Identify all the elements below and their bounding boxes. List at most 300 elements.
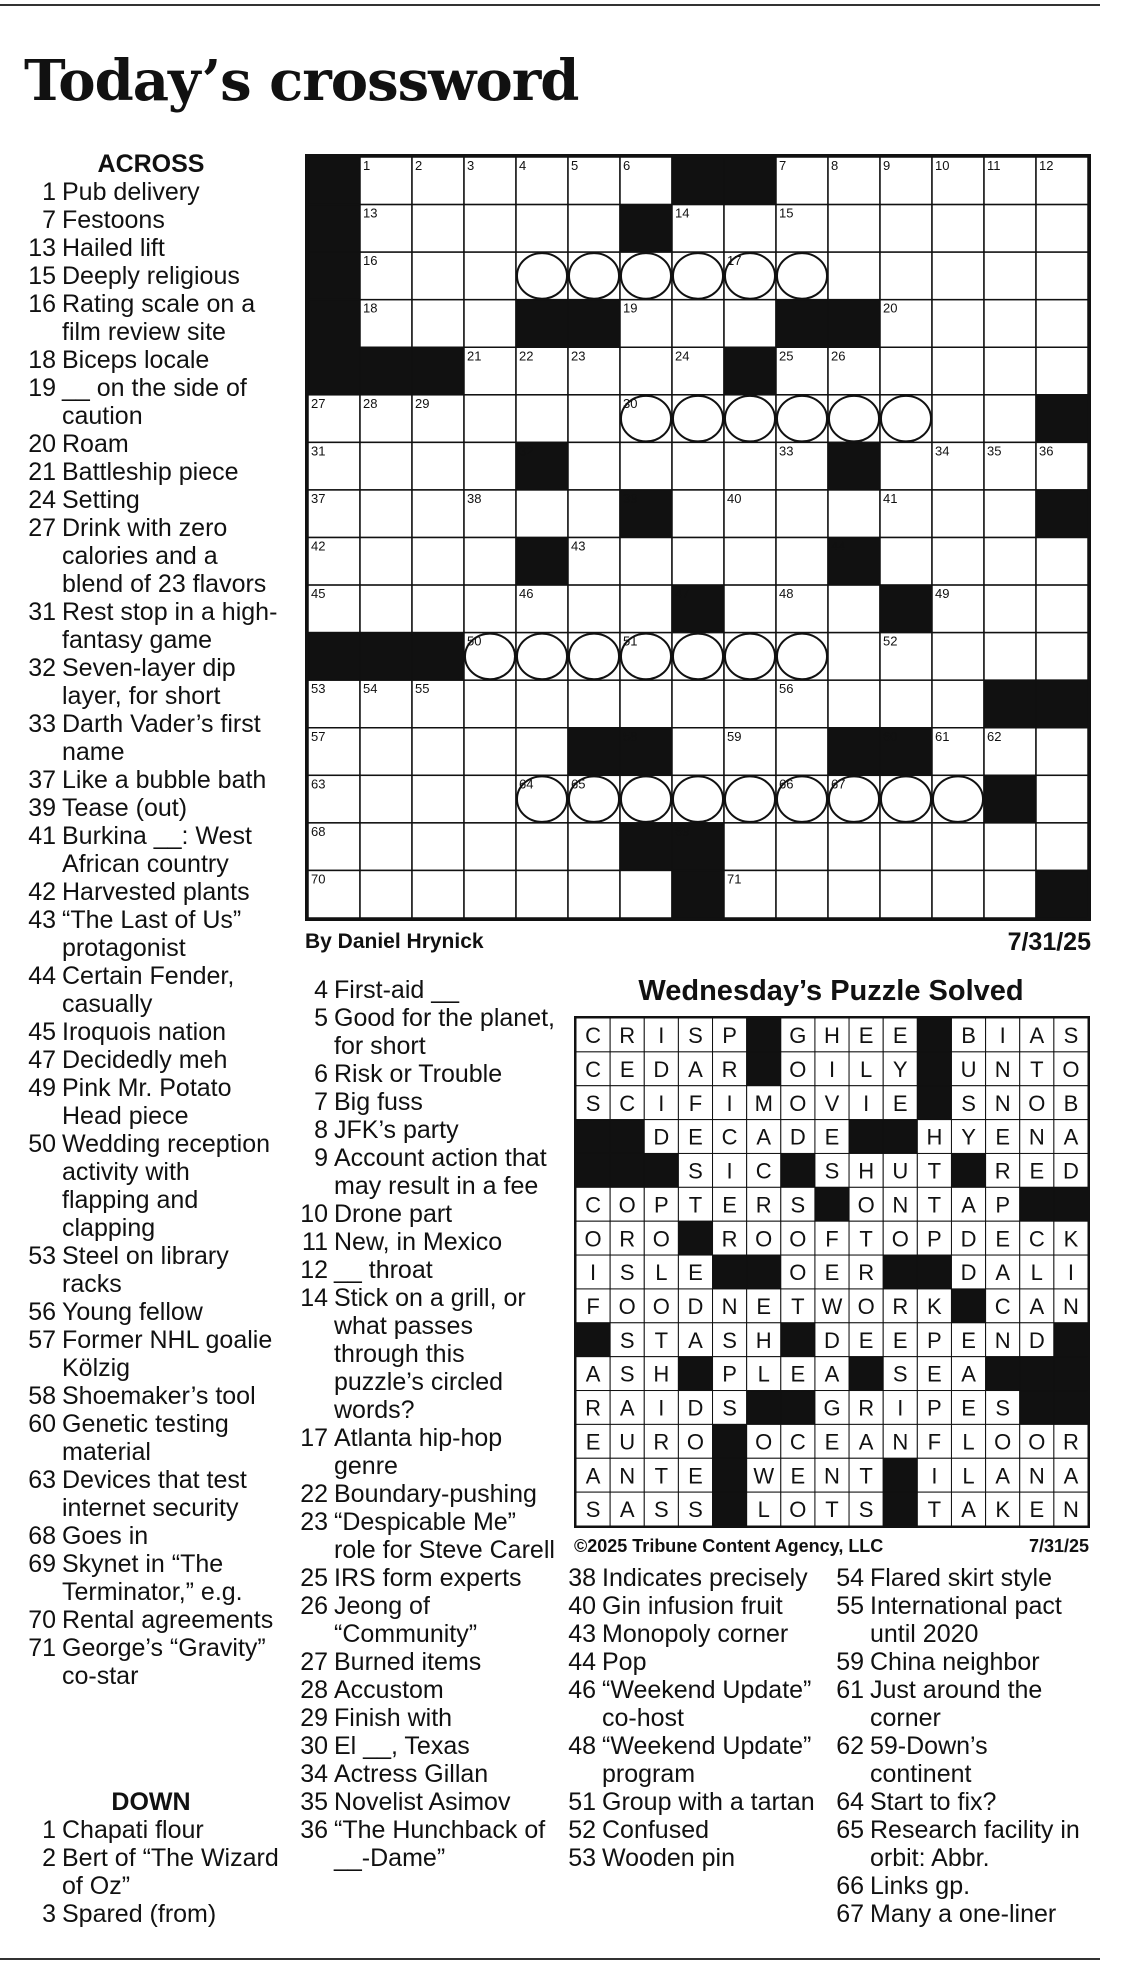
grid-cell[interactable] [464,870,516,918]
cell-number: 66 [779,776,794,792]
grid-cell[interactable] [672,728,724,776]
clue-number: 63 [28,1466,56,1494]
clue-text: International pact until 2020 [870,1592,1062,1648]
clue-item [294,1676,556,1704]
clue-item [562,1648,824,1676]
clue-item [22,1382,280,1410]
solution-letter: R [721,1056,738,1082]
grid-cell[interactable] [932,347,984,395]
grid-cell[interactable] [360,490,412,538]
grid-cell[interactable] [828,680,880,728]
solution-letter: O [755,1226,773,1252]
cell-number: 47 [675,586,690,602]
clue-item [22,206,280,234]
clue-text: Seven-layer dip layer, for short [62,654,236,710]
solution-letter: E [756,1293,772,1319]
grid-cell[interactable] [984,823,1036,871]
grid-cell[interactable] [984,585,1036,633]
solution-black-square [951,1153,985,1187]
grid-cell[interactable] [568,490,620,538]
clue-number: 27 [300,1648,328,1676]
clue-text: Genetic testing material [62,1410,229,1466]
grid-cell[interactable] [724,538,776,586]
grid-cell[interactable] [828,870,880,918]
grid-cell[interactable] [464,775,516,823]
grid-cell[interactable] [1036,633,1088,681]
grid-cell[interactable] [880,442,932,490]
cell-number: 63 [311,776,326,792]
cell-number: 11 [987,158,1001,173]
solution-letter: K [995,1497,1011,1523]
grid-cell[interactable] [412,775,464,823]
crossword-grid[interactable] [305,154,1091,921]
clue-number: 43 [28,906,56,934]
clue-item [22,1634,280,1690]
grid-cell[interactable] [568,205,620,253]
black-square [308,252,360,300]
clue-item [830,1872,1094,1900]
grid-cell[interactable] [932,680,984,728]
black-square [620,823,672,871]
grid-cell[interactable] [620,870,672,918]
clue-text: “Despicable Me” role for Steve Carell [334,1508,555,1564]
grid-cell[interactable] [568,442,620,490]
clue-text: Rest stop in a high-fantasy game [62,598,278,654]
solution-black-square [713,1255,747,1289]
solution-letter: O [686,1429,705,1455]
solution-letter: T [927,1158,942,1184]
grid-cell[interactable] [984,538,1036,586]
solution-black-square [610,1153,644,1187]
solution-letter: R [619,1023,636,1049]
cell-number: 14 [675,205,690,221]
grid-cell[interactable] [776,870,828,918]
solved-title: Wednesday’s Puzzle Solved [638,975,1024,1007]
clue-item [294,1480,556,1508]
clue-item [22,766,280,794]
grid-cell[interactable] [464,538,516,586]
solution-letter: H [824,1023,840,1049]
cell-number: 40 [727,490,742,506]
grid-cell[interactable] [360,728,412,776]
solution-letter: H [653,1361,670,1387]
solution-letter: N [824,1463,840,1489]
clue-number: 8 [314,1116,328,1144]
clue-text: Drone part [334,1200,453,1228]
solution-letter: E [790,1361,806,1387]
solution-letter: F [927,1429,942,1455]
clue-item [22,1074,280,1130]
clue-text: Just around the corner [870,1676,1043,1732]
grid-cell[interactable] [828,205,880,253]
solution-letter: A [619,1395,635,1421]
solution-letter: P [995,1192,1011,1218]
grid-cell[interactable] [932,395,984,443]
grid-cell[interactable] [516,205,568,253]
grid-cell[interactable] [516,728,568,776]
grid-cell[interactable] [412,252,464,300]
clue-item [22,1844,280,1900]
grid-cell[interactable] [464,300,516,348]
cell-number: 21 [467,348,482,364]
grid-cell[interactable] [516,823,568,871]
clue-text: Accustom [334,1676,444,1704]
grid-cell[interactable] [516,680,568,728]
grid-cell[interactable] [412,300,464,348]
clue-text: Biceps locale [62,346,210,374]
grid-cell[interactable] [932,300,984,348]
grid-cell[interactable] [1036,823,1088,871]
clue-number: 9 [314,1144,328,1172]
grid-cell[interactable] [1036,205,1088,253]
grid-cell[interactable] [776,823,828,871]
clue-item [22,178,280,206]
solution-letter: P [653,1192,669,1218]
clue-item [562,1676,824,1732]
solution-black-square [917,1086,951,1120]
grid-cell[interactable] [516,395,568,443]
grid-cell[interactable] [360,538,412,586]
grid-cell[interactable] [932,490,984,538]
grid-cell[interactable] [568,680,620,728]
grid-cell[interactable] [776,728,828,776]
grid-cell[interactable] [724,300,776,348]
grid-cell[interactable] [464,442,516,490]
grid-cell[interactable] [568,585,620,633]
solution-letter: E [1029,1497,1045,1523]
solution-letter: T [654,1327,669,1353]
grid-cell[interactable] [620,585,672,633]
cell-number: 35 [987,443,1002,459]
solution-letter: I [931,1463,938,1489]
clue-number: 19 [28,374,56,402]
cell-number: 71 [727,871,742,887]
clue-item [22,458,280,486]
solution-black-square [610,1120,644,1154]
clue-text: Shoemaker’s tool [62,1382,256,1410]
clue-item [294,1816,556,1872]
solution-letter: S [824,1158,840,1184]
grid-cell[interactable] [464,252,516,300]
solution-black-square [747,1052,781,1086]
solution-letter: I [658,1090,665,1116]
grid-cell[interactable] [1036,252,1088,300]
black-square [568,300,620,348]
grid-cell[interactable] [828,633,880,681]
clue-item [22,1606,280,1634]
grid-cell[interactable] [984,870,1036,918]
cell-number: 4 [519,158,527,173]
clue-number: 6 [314,1060,328,1088]
solution-letter: O [652,1293,670,1319]
solution-letter: C [585,1056,602,1082]
grid-cell[interactable] [620,680,672,728]
clue-text: Good for the planet, for short [334,1004,555,1060]
solution-letter: E [722,1192,737,1218]
grid-cell[interactable] [464,823,516,871]
byline: By Daniel Hrynick [305,930,484,953]
grid-cell[interactable] [568,395,620,443]
grid-cell[interactable] [412,490,464,538]
clue-text: Confused [602,1816,710,1844]
grid-cell[interactable] [880,347,932,395]
clue-text: Festoons [62,206,165,234]
solution-letter: P [927,1327,942,1353]
cell-number: 20 [883,300,898,316]
solution-letter: S [1063,1023,1079,1049]
clue-item [294,1144,556,1200]
grid-cell[interactable] [932,823,984,871]
clue-number: 1 [42,1816,56,1844]
clue-number: 26 [300,1592,328,1620]
grid-cell[interactable] [984,347,1036,395]
cell-number: 33 [779,443,794,459]
grid-cell[interactable] [1036,728,1088,776]
solution-letter: A [995,1260,1011,1286]
solution-letter: L [757,1497,770,1523]
grid-cell[interactable] [464,205,516,253]
solution-letter: I [590,1260,597,1286]
solution-letter: E [961,1327,976,1353]
clue-text: IRS form experts [334,1564,522,1592]
grid-cell[interactable] [880,680,932,728]
clue-number: 54 [836,1564,864,1592]
black-square [516,538,568,586]
grid-cell[interactable] [984,205,1036,253]
clue-text: Deeply religious [62,262,240,290]
clue-number: 61 [836,1676,864,1704]
black-square [672,157,724,205]
clue-number: 4 [314,976,328,1004]
clue-text: Pub delivery [62,178,200,206]
solution-letter: T [1030,1056,1044,1082]
grid-cell[interactable] [724,442,776,490]
solution-letter: S [688,1158,703,1184]
solution-letter: R [892,1293,909,1319]
grid-cell[interactable] [412,870,464,918]
solution-black-square [1054,1357,1088,1391]
solution-letter: M [754,1090,773,1116]
grid-cell[interactable] [984,300,1036,348]
grid-cell[interactable] [412,585,464,633]
grid-cell[interactable] [1036,775,1088,823]
solution-black-square [951,1289,985,1323]
clue-text: El __, Texas [334,1732,470,1760]
clue-item [562,1816,824,1844]
across-header: ACROSS [97,150,205,178]
solution-letter: E [961,1395,976,1421]
cell-number: 37 [311,490,326,506]
cell-number: 57 [311,728,326,744]
grid-cell[interactable] [984,252,1036,300]
grid-cell[interactable] [880,870,932,918]
grid-cell[interactable] [828,490,880,538]
grid-cell[interactable] [724,680,776,728]
grid-cell[interactable] [620,442,672,490]
grid-cell[interactable] [412,823,464,871]
grid-cell[interactable] [984,395,1036,443]
solution-letter: O [1028,1090,1046,1116]
clue-number: 1 [42,178,56,206]
cell-number: 48 [779,586,794,602]
clue-number: 25 [300,1564,328,1592]
solution-letter: F [586,1293,600,1319]
clue-text: Former NHL goalie Kölzig [62,1326,273,1382]
grid-cell[interactable] [516,490,568,538]
grid-cell[interactable] [672,538,724,586]
solution-letter: E [927,1361,942,1387]
clue-item [22,290,280,346]
grid-cell[interactable] [360,823,412,871]
solution-letter: E [824,1429,840,1455]
clue-item [22,822,280,878]
solution-letter: S [619,1327,635,1353]
solution-letter: F [688,1090,703,1116]
cell-number: 67 [831,776,846,792]
grid-cell[interactable] [412,728,464,776]
grid-cell[interactable] [360,442,412,490]
clue-text: Darth Vader’s first name [62,710,261,766]
cell-number: 7 [779,158,787,173]
grid-cell[interactable] [932,538,984,586]
cell-number: 61 [935,728,950,744]
clue-item [22,430,280,458]
clue-item [22,234,280,262]
clue-number: 40 [568,1592,596,1620]
grid-cell[interactable] [464,395,516,443]
grid-cell[interactable] [620,538,672,586]
solution-letter: O [584,1226,602,1252]
grid-cell[interactable] [776,490,828,538]
solution-letter: H [755,1327,772,1353]
clue-item [22,346,280,374]
grid-cell[interactable] [516,870,568,918]
solution-letter: A [858,1429,874,1455]
black-square [1036,680,1088,728]
grid-cell[interactable] [880,205,932,253]
grid-cell[interactable] [1036,300,1088,348]
grid-cell[interactable] [724,823,776,871]
grid-cell[interactable] [672,680,724,728]
clue-text: Steel on library racks [62,1242,229,1298]
grid-cell[interactable] [464,585,516,633]
grid-cell[interactable] [412,205,464,253]
grid-cell[interactable] [932,205,984,253]
clue-text: Research facility in orbit: Abbr. [870,1816,1080,1872]
clue-number: 68 [28,1522,56,1550]
grid-cell[interactable] [464,680,516,728]
clue-item [294,976,556,1004]
grid-cell[interactable] [984,490,1036,538]
solution-letter: A [756,1124,772,1150]
clue-text: Gin infusion fruit [602,1592,783,1620]
grid-cell[interactable] [672,442,724,490]
solution-letter: R [619,1226,636,1252]
solution-letter: S [619,1260,635,1286]
grid-cell[interactable] [880,252,932,300]
clue-item [22,1326,280,1382]
clue-item [830,1592,1094,1648]
cell-number: 65 [571,776,586,792]
grid-cell[interactable] [932,870,984,918]
clue-text: Atlanta hip-hop genre [334,1424,503,1480]
grid-cell[interactable] [360,775,412,823]
grid-cell[interactable] [776,538,828,586]
clue-text: Account action that may result in a fee [334,1144,547,1200]
solution-black-square [917,1052,951,1086]
grid-cell[interactable] [880,538,932,586]
clue-number: 70 [28,1606,56,1634]
clue-item [294,1256,556,1284]
clue-text: 59-Down’s continent [870,1732,988,1788]
grid-cell[interactable] [1036,585,1088,633]
clue-item [562,1844,824,1872]
grid-cell[interactable] [724,205,776,253]
solution-letter: S [688,1497,703,1523]
solution-black-square [1054,1323,1088,1357]
grid-cell[interactable] [932,633,984,681]
clue-item [22,710,280,766]
grid-cell[interactable] [412,442,464,490]
cell-number: 2 [415,158,423,173]
solution-letter: A [1029,1023,1045,1049]
clue-text: China neighbor [870,1648,1040,1676]
cell-number: 55 [415,681,430,697]
clue-text: Novelist Asimov [334,1788,511,1816]
cell-number: 29 [415,395,430,411]
solution-black-square [747,1018,781,1052]
grid-cell[interactable] [568,823,620,871]
grid-cell[interactable] [724,585,776,633]
grid-cell[interactable] [672,490,724,538]
solution-letter: O [789,1056,807,1082]
grid-cell[interactable] [412,538,464,586]
grid-cell[interactable] [880,823,932,871]
grid-cell[interactable] [464,728,516,776]
grid-cell[interactable] [1036,538,1088,586]
solution-black-square [1020,1391,1054,1425]
clue-item [22,794,280,822]
black-square [308,157,360,205]
cell-number: 44 [831,538,846,554]
cell-number: 8 [831,158,839,173]
solution-letter: T [859,1463,873,1489]
solution-letter: O [994,1429,1012,1455]
grid-cell[interactable] [828,823,880,871]
solution-letter: G [823,1395,841,1421]
solution-letter: I [726,1090,733,1116]
grid-cell[interactable] [984,633,1036,681]
solution-letter: E [892,1327,908,1353]
clue-text: Jeong of “Community” [334,1592,478,1648]
clue-number: 56 [28,1298,56,1326]
solution-letter: O [652,1226,670,1252]
grid-cell[interactable] [672,300,724,348]
clue-number: 18 [28,346,56,374]
grid-cell[interactable] [360,585,412,633]
grid-cell[interactable] [620,347,672,395]
cell-number: 49 [935,586,950,602]
grid-cell[interactable] [828,252,880,300]
grid-cell[interactable] [828,585,880,633]
solution-letter: O [789,1226,807,1252]
grid-cell[interactable] [360,870,412,918]
grid-cell[interactable] [932,252,984,300]
grid-cell[interactable] [1036,347,1088,395]
solution-letter: E [585,1429,601,1455]
cell-number: 68 [311,823,326,839]
grid-cell[interactable] [568,870,620,918]
